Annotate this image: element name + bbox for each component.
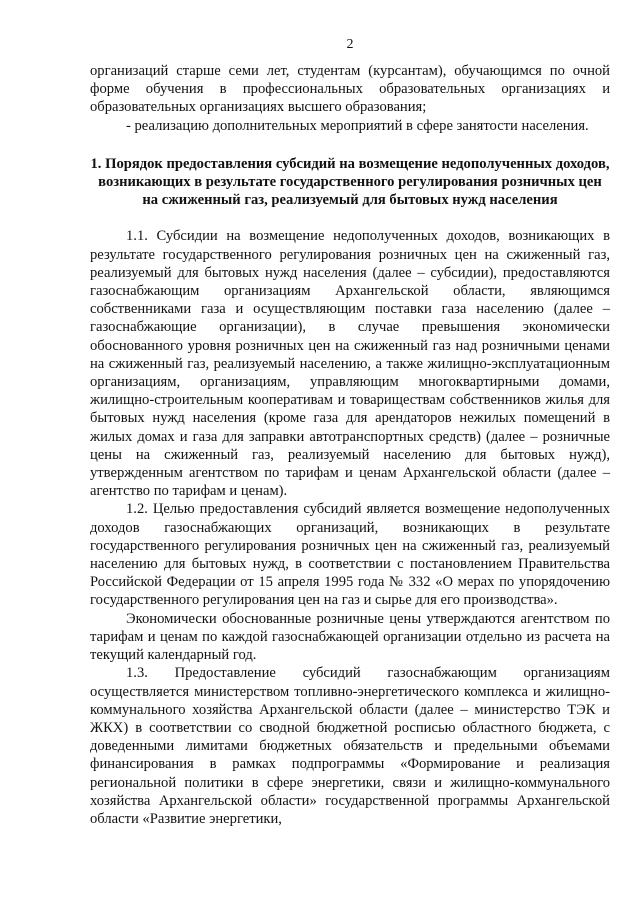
paragraph-1-2-continued: Экономически обоснованные розничные цены утверждаются агентством по тарифам и ценам по каждой газоснабжающей организации отдельно из расчета на текущий календарный год.: [90, 610, 610, 664]
page-number: 2: [346, 37, 354, 52]
section-title: 1. Порядок предоставления субсидий на возмещение недополученных доходов, возникающих в результате государственного регулирования розничных цен на сжиженный газ, реализуемый для бытовых нужд населения: [90, 155, 610, 209]
paragraph-1-1: 1.1. Субсидии на возмещение недополученных доходов, возникающих в результате государственного регулирования розничных цен на сжиженный газ, реализуемый для бытовых нужд населения (далее – субсидии), предоставляются газоснабжающим организациям Архангельской области, являющимся собственниками газа и осуществляющим поставки газа населению (далее – газоснабжающие организации), в случае превышения экономически обоснованного уровня розничных цен на сжиженный газ над розничными ценами на сжиженный газ, реализуемый населению, а также жилищно-эксплуатационным организациям, организациям, управляющим многоквартирными домами, жилищно-строительным кооперативам и товариществам собственников жилья для бытовых нужд населения (кроме газа для арендаторов нежилых помещений в жилых домах и газа для заправки автотранспортных средств) (далее – розничные цены на сжиженный газ, реализуемый населению для бытовых нужд), утвержденным агентством по тарифам и ценам Архангельской области (далее – агентство по тарифам и ценам).: [90, 228, 610, 500]
intro-continuation: организаций старше семи лет, студентам (курсантам), обучающимся по очной форме обучения в профессиональных образовательных организациях и образовательных организациях высшего образования;: [90, 63, 610, 116]
intro-bullet: - реализацию дополнительных мероприятий в сфере занятости населения.: [126, 117, 589, 134]
paragraph-1-2: 1.2. Целью предоставления субсидий является возмещение недополученных доходов газоснабжающих организаций, возникающих в результате государственного регулирования розничных цен на сжиженный газ, реализуемый населению для бытовых нужд, в соответствии с постановлением Правительства Российской Федерации от 15 апреля 1995 года № 332 «О мерах по упорядочению государственного регулирования цен на газ и сырье для его производства».: [90, 501, 610, 609]
document-page: [90, 36, 610, 828]
paragraph-1-3: 1.3. Предоставление субсидий газоснабжающим организациям осуществляется министерством топливно-энергетического комплекса и жилищно-коммунального хозяйства Архангельской области (далее – министерство ТЭК и ЖКХ) в соответствии со сводной бюджетной росписью областного бюджета, с доведенными лимитами бюджетных обязательств и предельными объемами финансирования в рамках подпрограммы «Формирование и реализация региональной политики в сфере энергетики, связи и жилищно-коммунального хозяйства Архангельской области» государственной программы Архангельской области «Развитие энергетики,: [90, 665, 610, 827]
